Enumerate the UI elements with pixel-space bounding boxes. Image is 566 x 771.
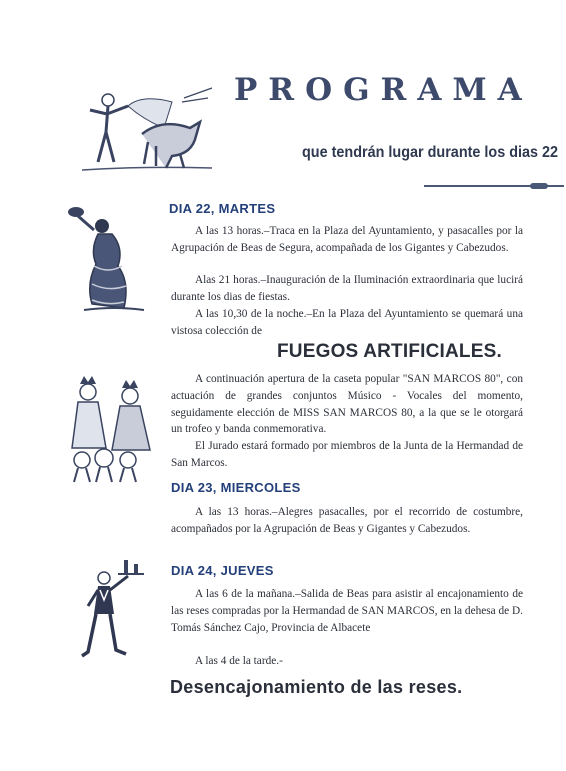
- bullfighter-illustration: [72, 84, 217, 176]
- waiter-illustration: [78, 556, 150, 664]
- day-22-heading: DIA 22, MARTES: [169, 201, 276, 216]
- decorative-rule-ornament: [530, 183, 548, 189]
- day-22-paragraph-4: A continuación apertura de la caseta popular "SAN MARCOS 80", con actuación de grandes conjuntos Músico - Vocales del momento, seguidamente elección de MISS SAN MARCOS 80, a la que se le otorgará un trofeo y banda conmemorativa.: [171, 373, 523, 436]
- program-title: PROGRAMA: [234, 72, 533, 108]
- day-22-paragraph-5: El Jurado estará formado por miembros de la Junta de la Hermandad de San Marcos.: [171, 440, 523, 469]
- day-23-paragraph-1: A las 13 horas.–Alegres pasacalles, por el recorrido de costumbre, acompañados por la Agrupación de Beas y Gigantes y Cabezudos.: [171, 506, 523, 535]
- program-subtitle: que tendrán lugar durante los dias 22: [302, 144, 559, 161]
- fireworks-highlight: FUEGOS ARTIFICIALES.: [277, 341, 502, 362]
- dancer-illustration: [64, 204, 154, 316]
- day-22-paragraph-3: A las 10,30 de la noche.–En la Plaza del Ayuntamiento se quemará una vistosa colección de: [171, 308, 523, 337]
- day-24-paragraph-2: A las 4 de la tarde.-: [195, 655, 283, 667]
- unloading-highlight: Desencajonamiento de las reses.: [170, 677, 463, 697]
- day-22-paragraph-1: A las 13 horas.–Traca en la Plaza del Ayuntamiento, y pasacalles por la Agrupación de Beas de Segura, acompañada de los Gigantes y Cabezudos.: [171, 225, 523, 254]
- day-24-heading: DIA 24, JUEVES: [171, 563, 274, 578]
- day-22-paragraph-2: Alas 21 horas.–Inauguración de la Iluminación extraordinaria que lucirá durante los dias de fiestas.: [171, 274, 523, 303]
- day-24-paragraph-1: A las 6 de la mañana.–Salida de Beas para asistir al encajonamiento de las reses compradas por la Hermandad de SAN MARCOS, en la dehesa de D. Tomás Sánchez Cajo, Provincia de Albacete: [171, 588, 523, 634]
- day-23-heading: DIA 23, MIERCOLES: [171, 480, 301, 495]
- giants-and-bigheads-illustration: [66, 374, 158, 484]
